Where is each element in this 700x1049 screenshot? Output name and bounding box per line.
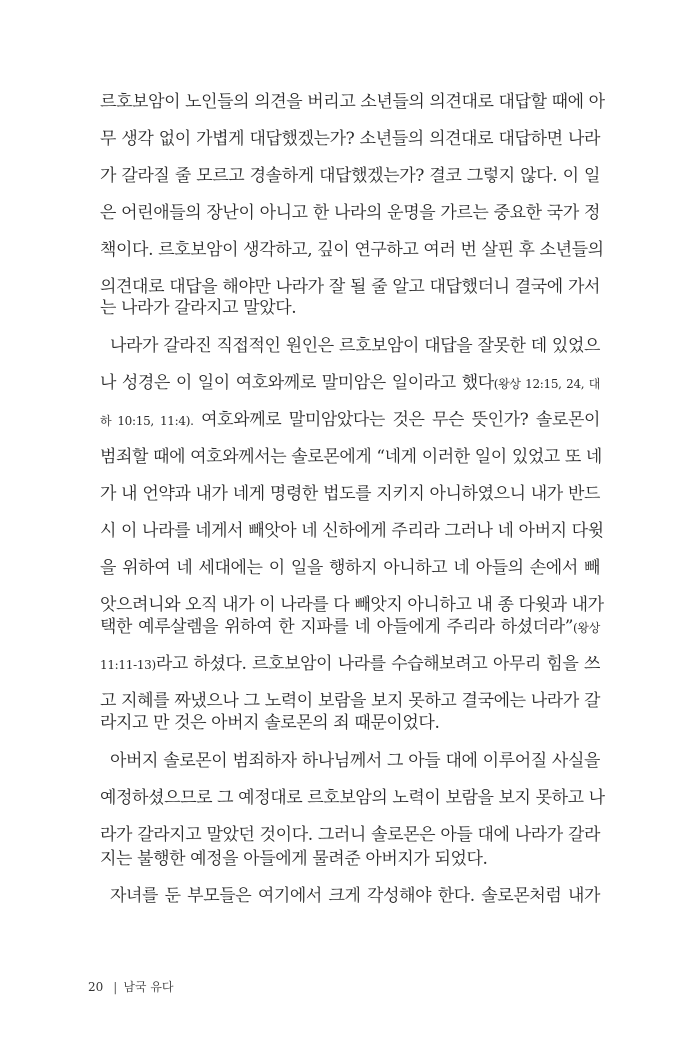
scripture-reference: (왕상 [573, 621, 600, 635]
text-line: 고 지혜를 짜냈으나 그 노력이 보람을 보지 못하고 결국에는 나라가 갈 [100, 691, 600, 711]
text-line: 책이다. 르호보암이 생각하고, 깊이 연구하고 여러 번 살핀 후 소년들의 [100, 240, 604, 260]
text-line: 범죄할 때에 여호와께서는 솔로몬에게 “네게 이러한 일이 있었고 또 네 [100, 447, 602, 467]
paragraph-start-line: 자녀를 둔 부모들은 여기에서 크게 각성해야 한다. 솔로몬처럼 내가 [110, 886, 600, 906]
text-line: 시 이 나라를 네게서 빼앗아 네 신하에게 주리라 그러나 네 아버지 다윗 [100, 521, 604, 541]
text-line: 의견대로 대답을 해야만 나라가 잘 될 줄 알고 대답했더니 결국에 가서 [100, 277, 600, 297]
paragraph-start-line: 아버지 솔로몬이 범죄하자 하나님께서 그 아들 대에 이루어질 사실을 [110, 751, 600, 771]
text-line: 을 위하여 네 세대에는 이 일을 행하지 아니하고 네 아들의 손에서 빼 [100, 558, 600, 578]
scripture-reference: 11:11-13) [100, 658, 156, 672]
text-line [100, 408, 600, 433]
text-line: 앗으려니와 오직 내가 이 나라를 다 빼앗지 아니하고 내 종 다윗과 내가 [100, 595, 604, 615]
text-line: 라가 갈라지고 말았던 것이다. 그러니 솔로몬은 아들 대에 나라가 갈라 [100, 825, 600, 845]
text-line: 가 내 언약과 내가 네게 명령한 법도를 지키지 아니하였으니 내가 반드 [100, 484, 600, 504]
text-line: 는 나라가 갈라지고 말았다. [100, 298, 297, 318]
text-line [100, 371, 600, 396]
text-segment: 라고 하셨다. 르호보암이 나라를 수습해보려고 아무리 힘을 쓰 [155, 654, 600, 674]
text-line [100, 615, 600, 640]
text-segment: 여호와께로 말미암았다는 것은 무슨 뜻인가? 솔로몬이 [193, 410, 600, 430]
text-line [100, 652, 600, 677]
scripture-reference: 하 10:15, 11:4). [100, 414, 194, 428]
text-line: 르호보암이 노인들의 의견을 버리고 소년들의 의견대로 대답할 때에 아 [100, 92, 605, 112]
text-line: 가 갈라질 줄 모르고 경솔하게 대답했겠는가? 결코 그렇지 않다. 이 일 [100, 166, 600, 186]
text-line: 은 어린애들의 장난이 아니고 한 나라의 운명을 가르는 중요한 국가 정 [100, 203, 600, 223]
footer-separator: | [113, 980, 118, 994]
text-segment: 나 성경은 이 일이 여호와께로 말미암은 일이라고 했다 [100, 373, 494, 393]
section-title: 남국 유다 [123, 980, 174, 994]
page-footer [88, 978, 174, 995]
page-number: 20 [88, 980, 104, 994]
paragraph-start-line: 나라가 갈라진 직접적인 원인은 르호보암이 대답을 잘못한 데 있었으 [110, 336, 600, 356]
text-line: 라지고 만 것은 아버지 솔로몬의 죄 때문이었다. [100, 713, 440, 733]
text-line: 예정하셨으므로 그 예정대로 르호보암의 노력이 보람을 보지 못하고 나 [100, 788, 605, 808]
text-segment: 택한 예루살렘을 위하여 한 지파를 네 아들에게 주리라 하셨더라” [100, 617, 574, 637]
text-line: 무 생각 없이 가볍게 대답했겠는가? 소년들의 의견대로 대답하면 나라 [100, 129, 600, 149]
scripture-reference: (왕상 12:15, 24, 대 [493, 377, 600, 391]
text-line: 지는 불행한 예정을 아들에게 물려준 아버지가 되었다. [100, 849, 488, 869]
